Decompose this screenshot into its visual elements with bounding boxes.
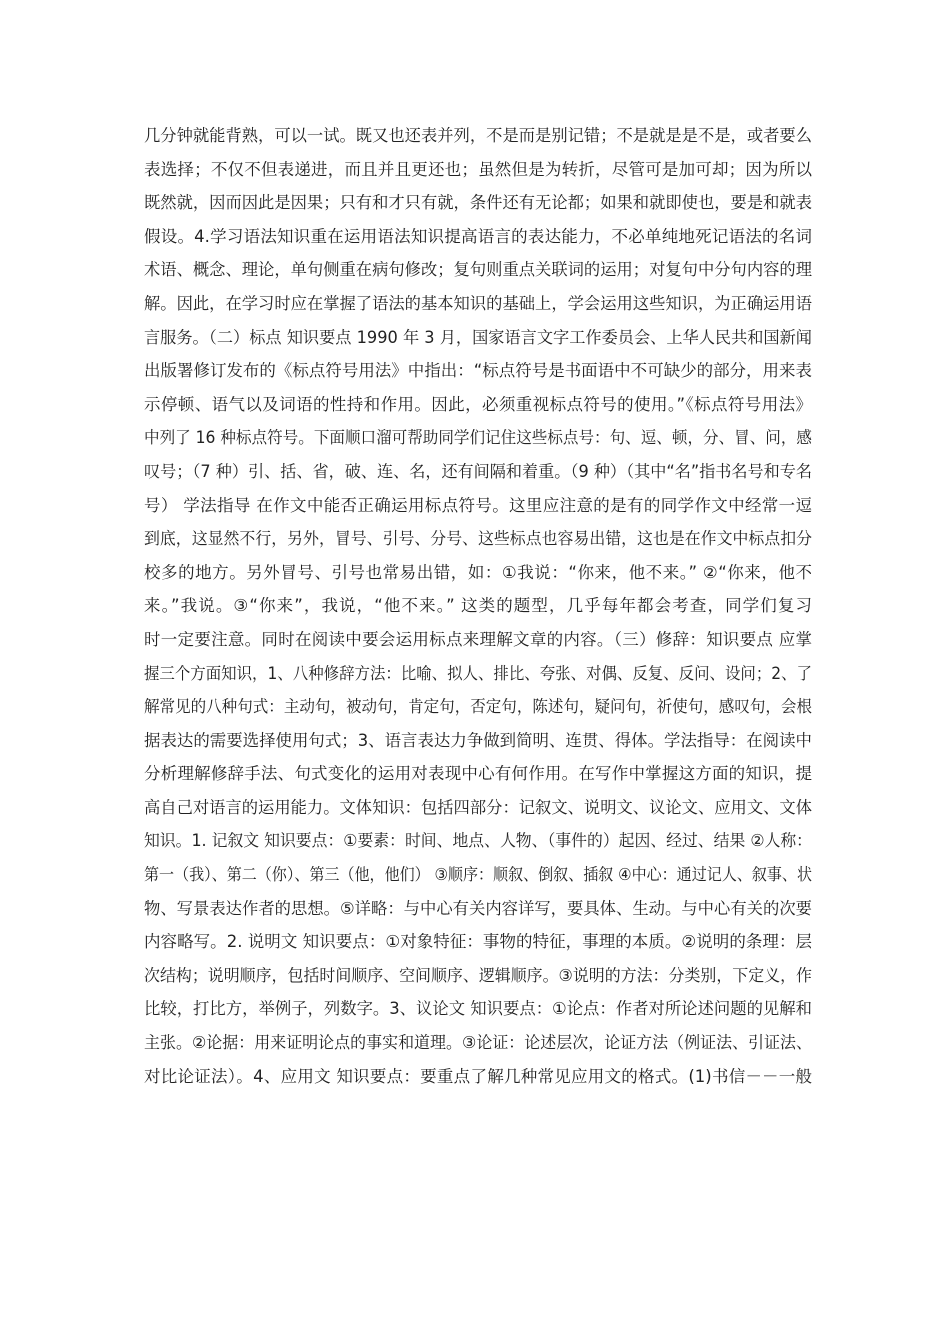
text-line: 握三个方面知识，1、八种修辞方法：比喻、拟人、排比、夸张、对偶、反复、反问、设问；2、了 [144, 663, 812, 683]
text-line: 物、写景表达作者的思想。⑤详略：与中心有关内容详写，要具体、生动。与中心有关的次要 [144, 898, 812, 918]
text-line: 时一定要注意。同时在阅读中要会运用标点来理解文章的内容。（三）修辞：知识要点 应掌 [144, 629, 812, 649]
text-line: 次结构；说明顺序，包括时间顺序、空间顺序、逻辑顺序。③说明的方法：分类别，下定义，作 [144, 965, 812, 985]
text-line: 叹号；（7 种）引、括、省，破、连、名，还有间隔和着重。（9 种）（其中“名”指书名号和专名 [144, 461, 812, 481]
text-line: 表选择；不仅不但表递进，而且并且更还也；虽然但是为转折，尽管可是加可却；因为所以 [144, 159, 812, 179]
body-text [144, 119, 812, 1093]
text-line: 分析理解修辞手法、句式变化的运用对表现中心有何作用。在写作中掌握这方面的知识，提 [144, 764, 812, 784]
text-line: 几分钟就能背熟，可以一试。既又也还表并列，不是而是别记错；不是就是是不是，或者要么 [144, 126, 812, 145]
text-line: 示停顿、语气以及词语的性持和作用。因此，必须重视标点符号的使用。”《标点符号用法》 [144, 394, 812, 414]
text-line: 据表达的需要选择使用句式；3、语言表达力争做到简明、连贯、得体。学法指导：在阅读中 [144, 730, 812, 750]
text-line: 号） 学法指导 在作文中能否正确运用标点符号。这里应注意的是有的同学作文中经常一逗 [144, 495, 812, 515]
text-line: 知识。1. 记叙文 知识要点：①要素：时间、地点、人物、（事件的）起因、经过、结果 ②人称： [144, 831, 812, 851]
text-line: 解常见的八种句式：主动句，被动句，肯定句，否定句，陈述句，疑问句，祈使句，感叹句，会根 [144, 697, 812, 717]
text-line: 术语、概念、理论，单句侧重在病句修改；复句则重点关联词的运用；对复句中分句内容的理 [144, 260, 812, 280]
text-line: 中列了 16 种标点符号。下面顺口溜可帮助同学们记住这些标点号：句、逗、顿，分、冒、问，感 [144, 428, 812, 448]
text-line: 高自己对语言的运用能力。文体知识：包括四部分：记叙文、说明文、议论文、应用文、文体 [144, 797, 812, 817]
text-line: 既然就，因而因此是因果；只有和才只有就，条件还有无论都；如果和就即使也，要是和就表 [144, 193, 812, 213]
text-line: 来。”我说。③“你来”，我说，“他不来。” 这类的题型，几乎每年都会考查，同学们复习 [144, 596, 812, 616]
text-line: 出版署修订发布的《标点符号用法》中指出：“标点符号是书面语中不可缺少的部分，用来表 [144, 361, 812, 381]
text-line: 言服务。（二）标点 知识要点 1990 年 3 月，国家语言文字工作委员会、上华人民共和国新闻 [144, 327, 812, 347]
text-line: 主张。②论据：用来证明论点的事实和道理。③论证：论述层次，论证方法（例证法、引证法、 [144, 1033, 812, 1053]
text-line: 第一（我）、第二（你）、第三（他，他们） ③顺序：顺叙、倒叙、插叙 ④中心：通过记人、叙事、状 [144, 865, 812, 885]
text-line: 解。因此，在学习时应在掌握了语法的基本知识的基础上，学会运用这些知识，为正确运用语 [144, 293, 812, 313]
text-line: 到底，这显然不行，另外，冒号、引号、分号、这些标点也容易出错，这也是在作文中标点扣分 [144, 529, 812, 549]
text-line: 比较，打比方，举例子，列数字。3、议论文 知识要点：①论点：作者对所论述问题的见解和 [144, 999, 812, 1019]
text-line: 校多的地方。另外冒号、引号也常易出错，如：①我说：“你来，他不来。” ②“你来，他不 [144, 562, 812, 582]
text-line: 内容略写。2. 说明文 知识要点：①对象特征：事物的特征，事理的本质。②说明的条理：层 [144, 932, 812, 952]
text-line: 对比论证法）。4、应用文 知识要点：要重点了解几种常见应用文的格式。(1)书信－－一般 [144, 1066, 812, 1086]
text-line: 假设。4.学习语法知识重在运用语法知识提高语言的表达能力，不必单纯地死记语法的名词 [144, 226, 812, 246]
